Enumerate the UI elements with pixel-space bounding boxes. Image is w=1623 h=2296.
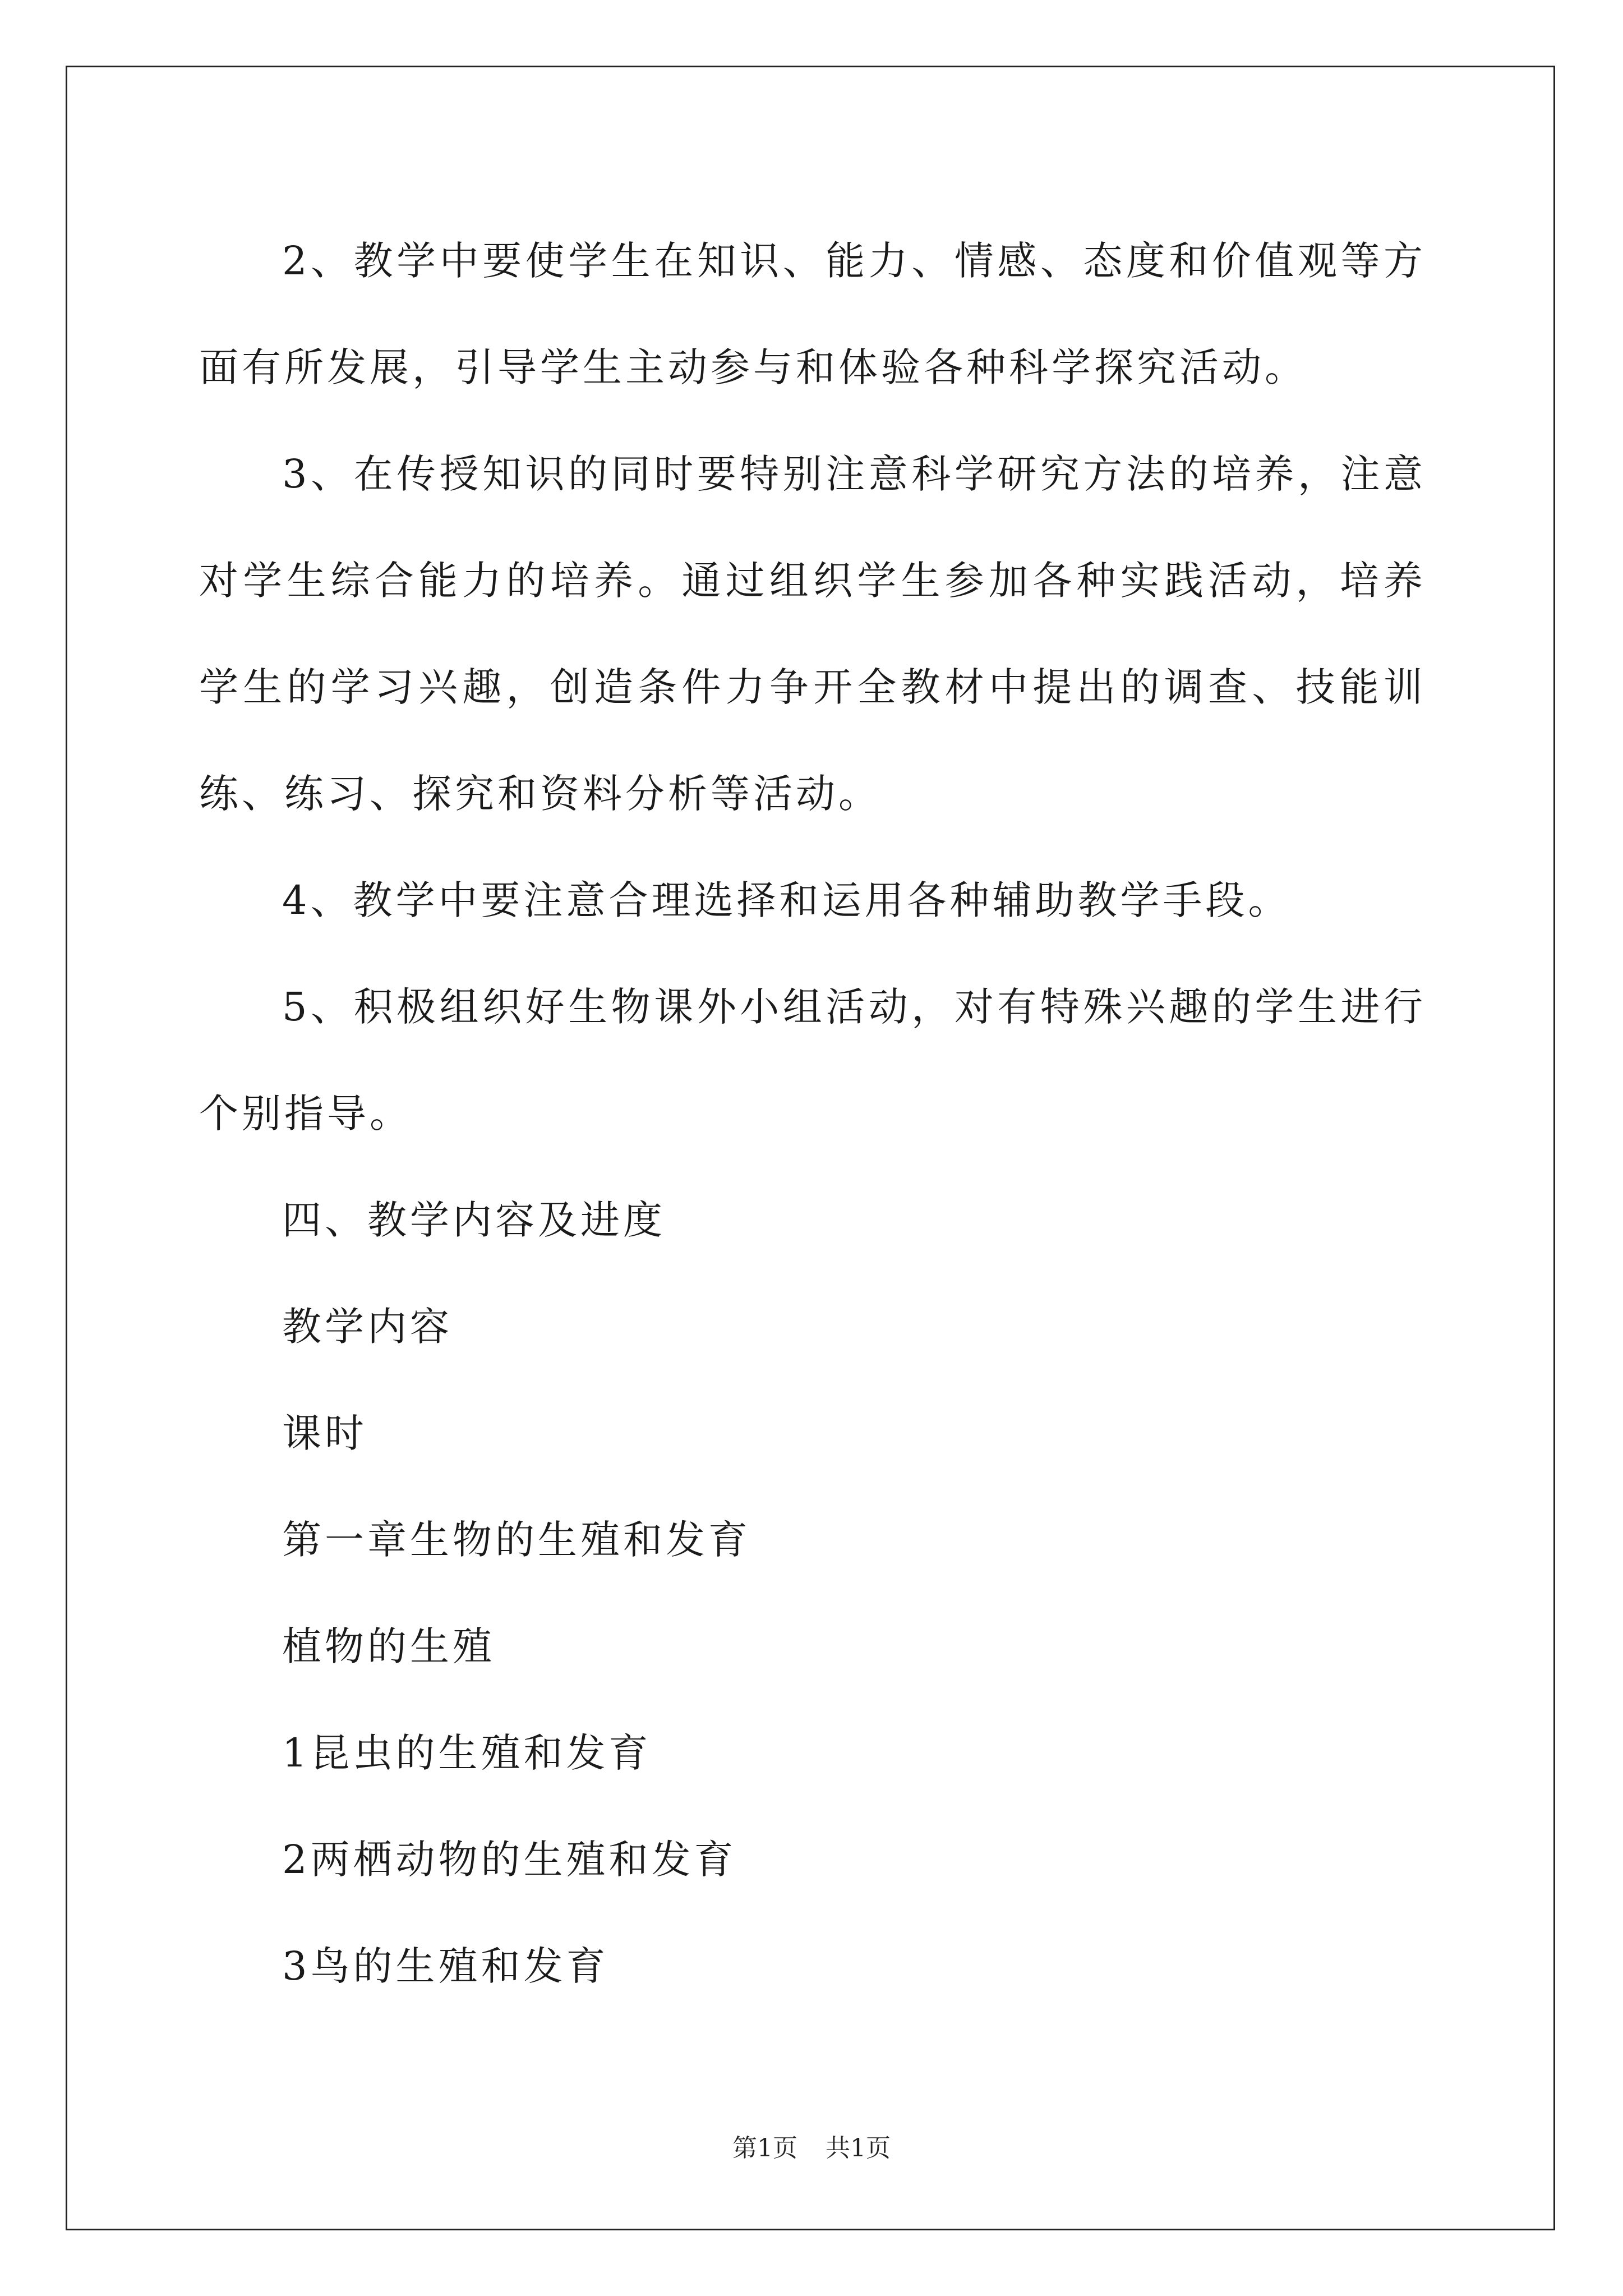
table-header-hours: 课时 bbox=[282, 1410, 367, 1456]
paragraph: 3、在传授知识的同时要特别注意科学研究方法的培养，注意对学生综合能力的培养。通过组织学生参加各种实践活动，培养学生的学习兴趣，创造条件力争开全教材中提出的调查、技能训练、练习、探究和资料分析等活动。 bbox=[199, 451, 1426, 817]
page-number: 第1页 bbox=[732, 2134, 797, 2162]
document-body bbox=[199, 208, 1426, 2019]
paragraph: 5、积极组织好生物课外小组活动，对有特殊兴趣的学生进行个别指导。 bbox=[199, 984, 1426, 1137]
paragraph: 4、教学中要注意合理选择和运用各种辅助教学手段。 bbox=[282, 877, 1291, 923]
page-total: 共1页 bbox=[826, 2134, 891, 2162]
section-heading: 四、教学内容及进度 bbox=[282, 1197, 666, 1243]
paragraph: 2、教学中要使学生在知识、能力、情感、态度和价值观等方面有所发展，引导学生主动参与和体验各种科学探究活动。 bbox=[199, 238, 1426, 390]
page-footer bbox=[0, 2132, 1623, 2165]
lesson-item: 3鸟的生殖和发育 bbox=[282, 1943, 609, 1989]
lesson-item: 植物的生殖 bbox=[282, 1623, 495, 1669]
chapter-title: 第一章生物的生殖和发育 bbox=[282, 1517, 751, 1563]
lesson-item: 2两栖动物的生殖和发育 bbox=[282, 1837, 737, 1883]
lesson-item: 1昆虫的生殖和发育 bbox=[282, 1730, 652, 1776]
table-header-content: 教学内容 bbox=[282, 1304, 453, 1350]
